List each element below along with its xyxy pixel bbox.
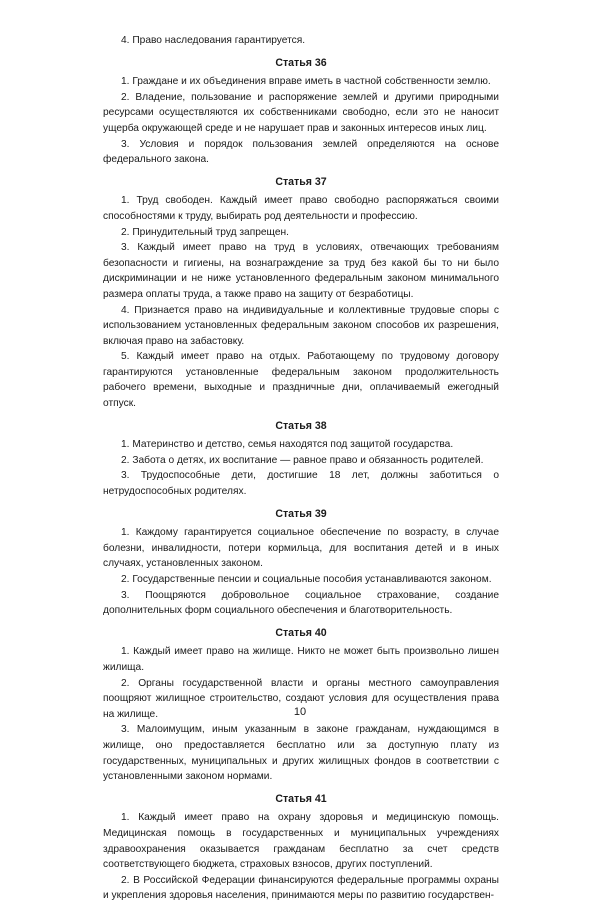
article-paragraph: 3. Трудоспособные дети, достигшие 18 лет, должны заботиться о нетрудоспособных родителях. — [103, 470, 499, 498]
article-title: Статья 39 — [275, 507, 327, 520]
article-paragraph: 1. Каждый имеет право на охрану здоровья и медицинскую помощь. Медицинская помощь в государственных и муниципальных учреждениях здравоохранения оказывается гражданам бесплатно за счет средств соответствующего бюджета, страховых взносов, других поступлений. — [103, 812, 499, 871]
article-paragraph: 2. Государственные пенсии и социальные пособия устанавливаются законом. — [121, 574, 492, 585]
article-paragraph: 3. Каждый имеет право на труд в условиях, отвечающих требованиям безопасности и гигиены, на вознаграждение за труд без какой бы то ни было дискриминации и не ниже установленного федеральным законом минимального размера оплаты труда, а также право на защиту от безработицы. — [103, 242, 499, 300]
article-paragraph: 1. Каждый имеет право на жилище. Никто не может быть произвольно лишен жилища. — [103, 646, 499, 673]
article-paragraph: 5. Каждый имеет право на отдых. Работающему по трудовому договору гарантируются установленные федеральным законом продолжительность рабочего времени, выходные и праздничные дни, оплачиваемый ежегодный отпуск. — [103, 351, 499, 410]
article-title: Статья 37 — [275, 175, 327, 188]
article-39 — [103, 507, 499, 619]
article-paragraph: 3. Условия и порядок пользования землей определяются на основе федерального закона. — [103, 138, 499, 166]
article-paragraph: 1. Материнство и детство, семья находятся под защитой государства. — [121, 439, 454, 451]
article-title: Статья 36 — [275, 56, 327, 69]
intro-paragraph: 4. Право наследования гарантируется. — [121, 35, 306, 46]
article-36 — [103, 56, 499, 168]
article-paragraph: 3. Малоимущим, иным указанным в законе гражданам, нуждающимся в жилище, оно предоставляется бесплатно или за доступную плату из государственных, муниципальных и других жилищных фондов в соответствии с установленными законом нормами. — [103, 724, 499, 783]
article-paragraph: 2. Владение, пользование и распоряжение землей и другими природными ресурсами осуществляются их собственниками свободно, если это не наносит ущерба окружающей среде и не нарушает прав и законных интересов иных лиц. — [103, 91, 499, 134]
article-paragraph: 2. Принудительный труд запрещен. — [121, 226, 289, 238]
article-paragraph: 2. Забота о детях, их воспитание — равное право и обязанность родителей. — [121, 454, 484, 466]
article-paragraph: 1. Каждому гарантируется социальное обеспечение по возрасту, в случае болезни, инвалидности, потери кормильца, для воспитания детей и в иных случаях, установленных законом. — [103, 527, 499, 570]
article-title: Статья 41 — [275, 792, 327, 805]
article-paragraph: 4. Признается право на индивидуальные и коллективные трудовые споры с использованием установленных федеральным законом способов их разрешения, включая право на забастовку. — [103, 304, 499, 347]
page-content — [103, 33, 499, 904]
article-38 — [103, 419, 499, 500]
article-paragraph: 1. Граждане и их объединения вправе иметь в частной собственности землю. — [121, 76, 491, 88]
page-number: 10 — [293, 706, 307, 718]
article-title: Статья 38 — [275, 419, 327, 432]
article-paragraph: 1. Труд свободен. Каждый имеет право свободно распоряжаться своими способностями к труду, выбирать род деятельности и профессию. — [103, 195, 499, 222]
article-paragraph: 3. Поощряются добровольное социальное страхование, создание дополнительных форм социального обеспечения и благотворительность. — [103, 589, 499, 617]
article-paragraph: 2. В Российской Федерации финансируются федеральные программы охраны и укрепления здоровья населения, принимаются меры по развитию государствен- — [103, 874, 499, 902]
article-title: Статья 40 — [275, 626, 327, 639]
article-37 — [103, 175, 499, 412]
article-paragraph: 2. Органы государственной власти и органы местного самоуправления поощряют жилищное строительство, создают условия для осуществления права на жилище. — [103, 677, 499, 720]
article-41 — [103, 792, 499, 904]
